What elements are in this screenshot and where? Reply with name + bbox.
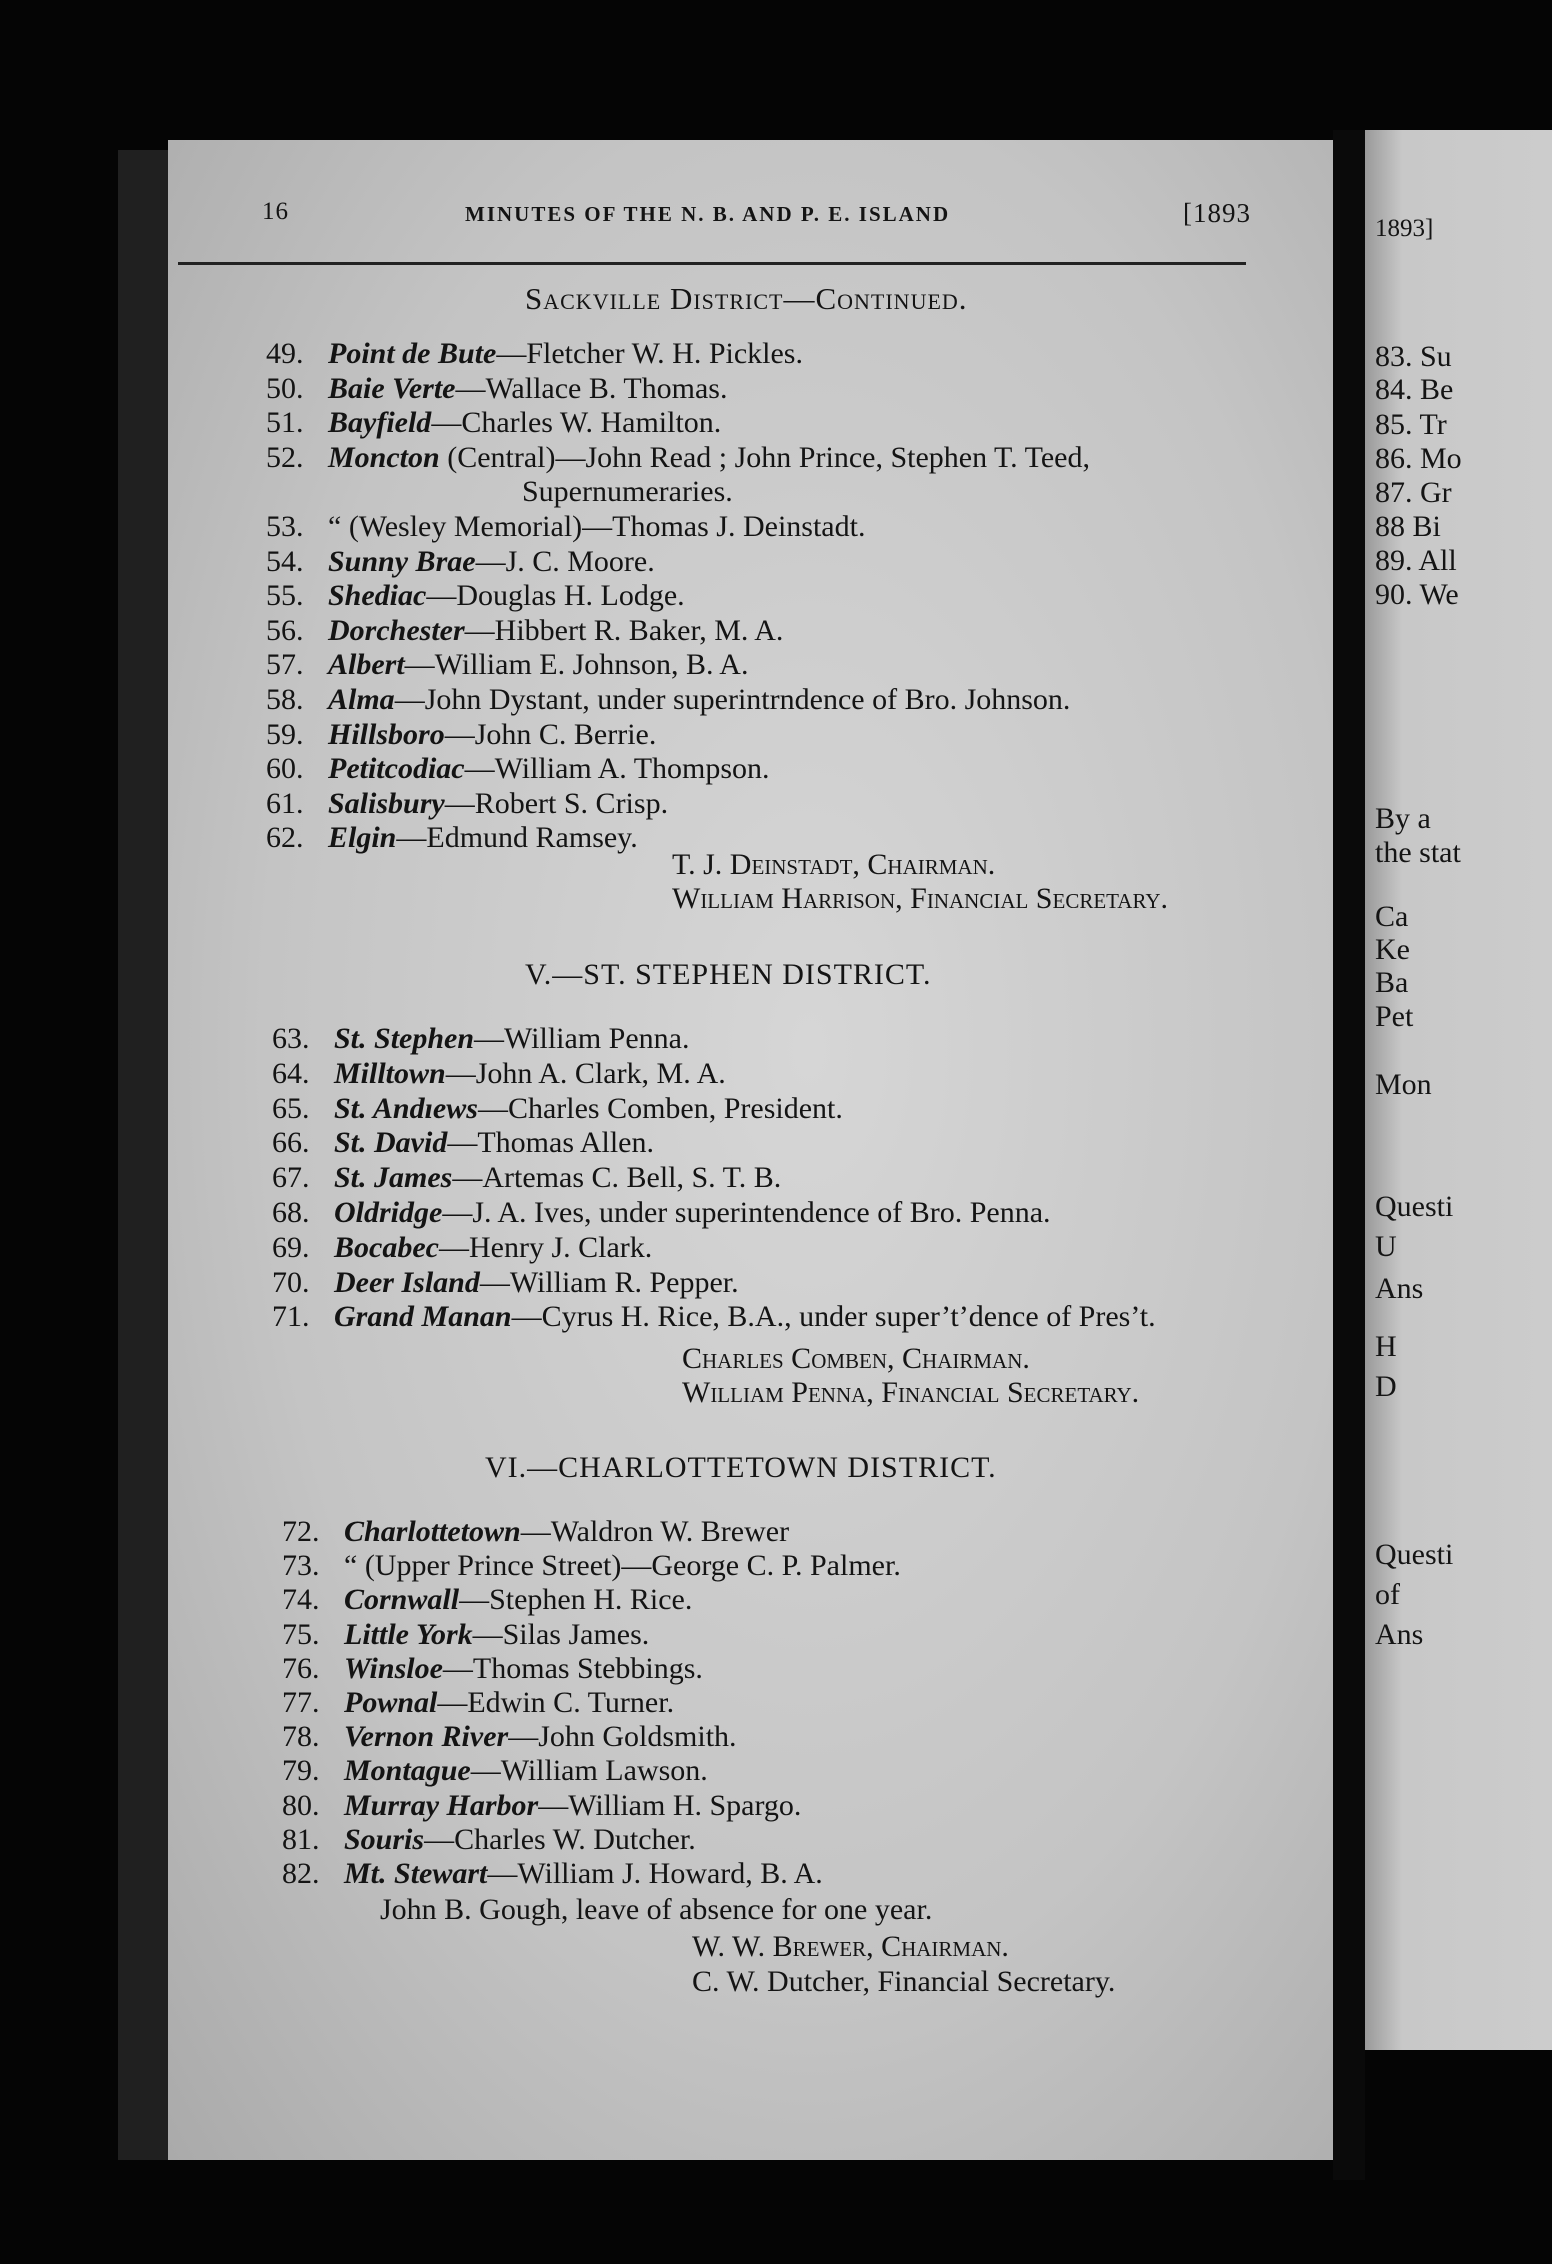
chairman-text: W. W. Brewer, Chairman. [692,1930,1009,1963]
left-book-edge [118,150,168,2160]
entry-text: —Henry J. Clark. [438,1230,653,1264]
entry-place: St. Andıews [334,1091,478,1125]
entry-line [272,1231,652,1265]
right-page-line: U [1375,1230,1397,1263]
entry-text: —J. A. Ives, under superintendence of Bro. Penna. [442,1196,1051,1229]
right-page-line: 89. All [1375,544,1457,577]
entry-place: St. David [334,1126,448,1160]
entry-number: 61. [266,786,304,820]
entry-text: —Charles W. Hamilton. [431,406,722,440]
entry-number: 62. [266,821,304,855]
entry-number: 51. [266,406,304,440]
entry-line [266,441,1090,475]
entry-number: 52. [266,440,304,474]
right-page-line: H [1375,1330,1397,1363]
right-page-line: Ca [1375,900,1409,933]
entry-place: Montague [344,1754,471,1788]
entry-line [272,1161,781,1195]
right-page-line: Ans [1375,1272,1424,1305]
entry-text: —William E. Johnson, B. A. [404,648,749,682]
entry-text: —William Lawson. [470,1754,708,1788]
entry-text: —John Goldsmith. [508,1720,737,1754]
entry-line [282,1857,823,1891]
entry-line [266,337,803,371]
entry-line [266,787,668,821]
entry-text: —J. C. Moore. [475,544,655,578]
entry-place: Deer Island [334,1265,480,1299]
entry-text: —John C. Berrie. [444,717,657,751]
entry-place: Little York [344,1617,473,1651]
entry-text: —Silas James. [472,1617,650,1651]
entry-text: —Thomas Stebbings. [442,1651,703,1685]
right-page-line: 85. Tr [1375,408,1447,441]
entry-line [266,752,770,786]
entry-place: Grand Manan [334,1300,512,1334]
entry-text: —Hibbert R. Baker, M. A. [464,613,784,647]
entry-line [282,1515,789,1549]
right-page-line: Ke [1375,933,1410,966]
right-page-line: Questi [1375,1190,1454,1223]
right-page [1365,130,1552,2050]
right-page-line: 90. We [1375,578,1459,611]
entry-line [282,1686,674,1720]
entry-line [266,614,783,648]
entry-place: Baie Verte [328,371,456,405]
entry-text: —Cyrus H. Rice, B.A., under super’t’dence of Pres’t. [511,1300,1156,1334]
chairman-text: Charles Comben, Chairman. [682,1342,1030,1375]
entry-text: —Artemas C. Bell, S. T. B. [452,1161,782,1195]
entry-place: Sunny Brae [328,544,476,578]
secretary-text: C. W. Dutcher, Financial Secretary. [692,1965,1116,1998]
entry-number: 75. [282,1617,320,1651]
entry-place: Charlottetown [344,1515,521,1548]
right-page-line: By a [1375,802,1431,835]
entry-number: 63. [272,1022,310,1055]
entry-line [282,1549,901,1583]
entry-line [266,683,1070,717]
entry-text: —Waldron W. Brewer [520,1515,790,1548]
entry-place: Winsloe [344,1651,443,1685]
secretary-text: William Penna, Financial Secretary. [682,1376,1140,1409]
entry-line [266,648,748,682]
header-rule [178,262,1246,265]
entry-number: 53. [266,510,304,543]
entry-line [282,1823,696,1857]
entry-line [266,372,727,406]
entry-number: 82. [282,1857,320,1890]
entry-line [272,1196,1051,1230]
entry-number: 65. [272,1091,310,1125]
entry-number: 78. [282,1720,320,1754]
entry-number: 50. [266,371,304,405]
entry-place: Point de Bute [328,337,497,370]
entry-line [272,1266,739,1300]
right-page-line: 88 Bi [1375,510,1441,543]
charlottetown-secretary [692,1965,1115,1999]
entry-number: 77. [282,1686,320,1719]
entry-place: Shediac [328,579,427,613]
entry-number: 49. [266,337,304,370]
entry-number: 81. [282,1822,320,1856]
entry-text: —Thomas Allen. [447,1126,654,1160]
entry-place: Hillsboro [328,717,445,751]
entry-text: —Robert S. Crisp. [444,786,669,820]
entry-place: Albert [328,648,405,682]
entry-line [272,1300,1156,1334]
entry-line [266,545,655,579]
entry-number: 59. [266,717,304,751]
entry-place: Moncton [328,440,440,474]
right-page-line: of [1375,1578,1400,1611]
right-page-line: Ans [1375,1618,1424,1651]
entry-line [266,718,656,752]
entry-number: 80. [282,1788,320,1822]
entry-text: —Fletcher W. H. Pickles. [496,337,803,370]
entry-line [266,821,638,855]
right-page-year: 1893] [1375,215,1434,242]
entry-place: Elgin [328,821,397,855]
entry-text: —William A. Thompson. [464,752,770,786]
entry-text: (Central)—John Read ; John Prince, Stephen T. Teed, [439,440,1090,474]
entry-place: Murray Harbor [344,1788,539,1822]
right-page-line: Ba [1375,966,1409,999]
entry-number: 64. [272,1056,310,1090]
charlottetown-chairman [692,1930,1009,1964]
entry-number: 72. [282,1515,320,1548]
entry-place: Mt. Stewart [344,1857,488,1890]
book-spine [1333,130,1365,2180]
entry-text: —Charles W. Dutcher. [424,1822,696,1856]
entry-place: Milltown [334,1056,446,1090]
page-year: [1893 [1183,198,1251,228]
entry-number: 55. [266,579,304,613]
charlottetown-note: John B. Gough, leave of absence for one year. [380,1893,933,1926]
entry-text: —Charles Comben, President. [477,1091,843,1125]
chairman-text: T. J. Deinstadt, Chairman. [672,848,996,881]
entry-line [282,1618,649,1652]
entry-place: Alma [328,683,395,716]
entry-line [272,1022,689,1056]
entry-text: “ (Upper Prince Street)—George C. P. Palmer. [344,1549,901,1583]
st-stephen-chairman [682,1342,1030,1376]
entry-line [282,1720,737,1754]
entry-place: Bayfield [328,406,432,440]
entry-text: —John Dystant, under superintrndence of Bro. Johnson. [394,683,1071,716]
entry-text: Supernumeraries. [522,475,733,509]
entry-line [272,1126,654,1160]
entry-place: Dorchester [328,613,465,647]
right-page-line: the stat [1375,836,1461,869]
entry-text: —Douglas H. Lodge. [426,579,685,613]
right-page-line: D [1375,1370,1397,1403]
entry-text: —Stephen H. Rice. [459,1583,693,1617]
entry-text: —William Penna. [474,1022,690,1055]
entry-place: Pownal [344,1686,438,1719]
entry-number: 57. [266,648,304,682]
entry-line [282,1583,692,1617]
entry-text: —John A. Clark, M. A. [445,1056,726,1090]
entry-text: —Wallace B. Thomas. [455,371,728,405]
entry-number: 79. [282,1754,320,1788]
running-title: MINUTES OF THE N. B. AND P. E. ISLAND [465,202,951,226]
entry-place: St. Stephen [334,1022,475,1055]
section-title-st-stephen: V.—ST. STEPHEN DISTRICT. [525,958,932,991]
page-number: 16 [262,198,289,225]
entry-line [266,406,721,440]
entry-text: —William H. Spargo. [538,1788,802,1822]
entry-place: St. James [334,1161,453,1195]
st-stephen-secretary [682,1376,1139,1410]
right-page-line: 87. Gr [1375,476,1452,509]
sackville-secretary [672,882,1168,916]
section-title-charlottetown: VI.—CHARLOTTETOWN DISTRICT. [485,1451,997,1484]
secretary-text: William Harrison, Financial Secretary. [672,882,1168,915]
entry-line [282,1789,801,1823]
entry-number: 67. [272,1161,310,1195]
entry-number: 68. [272,1196,310,1229]
entry-number: 54. [266,544,304,578]
entry-place: Salisbury [328,786,445,820]
section-title-sackville: Sackville District—Continued. [525,281,968,316]
entry-number: 66. [272,1126,310,1160]
entry-text: —Edwin C. Turner. [437,1686,675,1719]
right-page-line: 84. Be [1375,373,1454,406]
entry-place: Bocabec [334,1230,439,1264]
right-page-line: 83. Su [1375,340,1452,373]
entry-number: 76. [282,1651,320,1685]
entry-number: 71. [272,1300,310,1334]
entry-number: 70. [272,1265,310,1299]
entry-place: Oldridge [334,1196,443,1229]
entry-number: 74. [282,1583,320,1617]
entry-number: 56. [266,613,304,647]
entry-place: Souris [344,1822,425,1856]
entry-number: 73. [282,1549,320,1583]
right-page-line: Mon [1375,1068,1432,1101]
entry-line [266,510,865,544]
entry-place: Vernon River [344,1720,509,1754]
entry-line [266,579,685,613]
right-page-line: 86. Mo [1375,442,1462,475]
right-page-line: Pet [1375,1000,1414,1033]
right-page-line: Questi [1375,1538,1454,1571]
entry-text: —William R. Pepper. [479,1265,739,1299]
entry-text: “ (Wesley Memorial)—Thomas J. Deinstadt. [328,510,866,543]
entry-line [522,475,733,509]
entry-line [272,1057,726,1091]
entry-number: 58. [266,683,304,716]
entry-text: —William J. Howard, B. A. [487,1857,823,1890]
entry-text: —Edmund Ramsey. [396,821,638,855]
sackville-chairman [672,848,995,882]
entry-number: 69. [272,1230,310,1264]
entry-line [272,1092,843,1126]
entry-place: Cornwall [344,1583,460,1617]
entry-line [282,1652,703,1686]
entry-line [282,1754,708,1788]
entry-number: 60. [266,752,304,786]
entry-place: Petitcodiac [328,752,465,786]
